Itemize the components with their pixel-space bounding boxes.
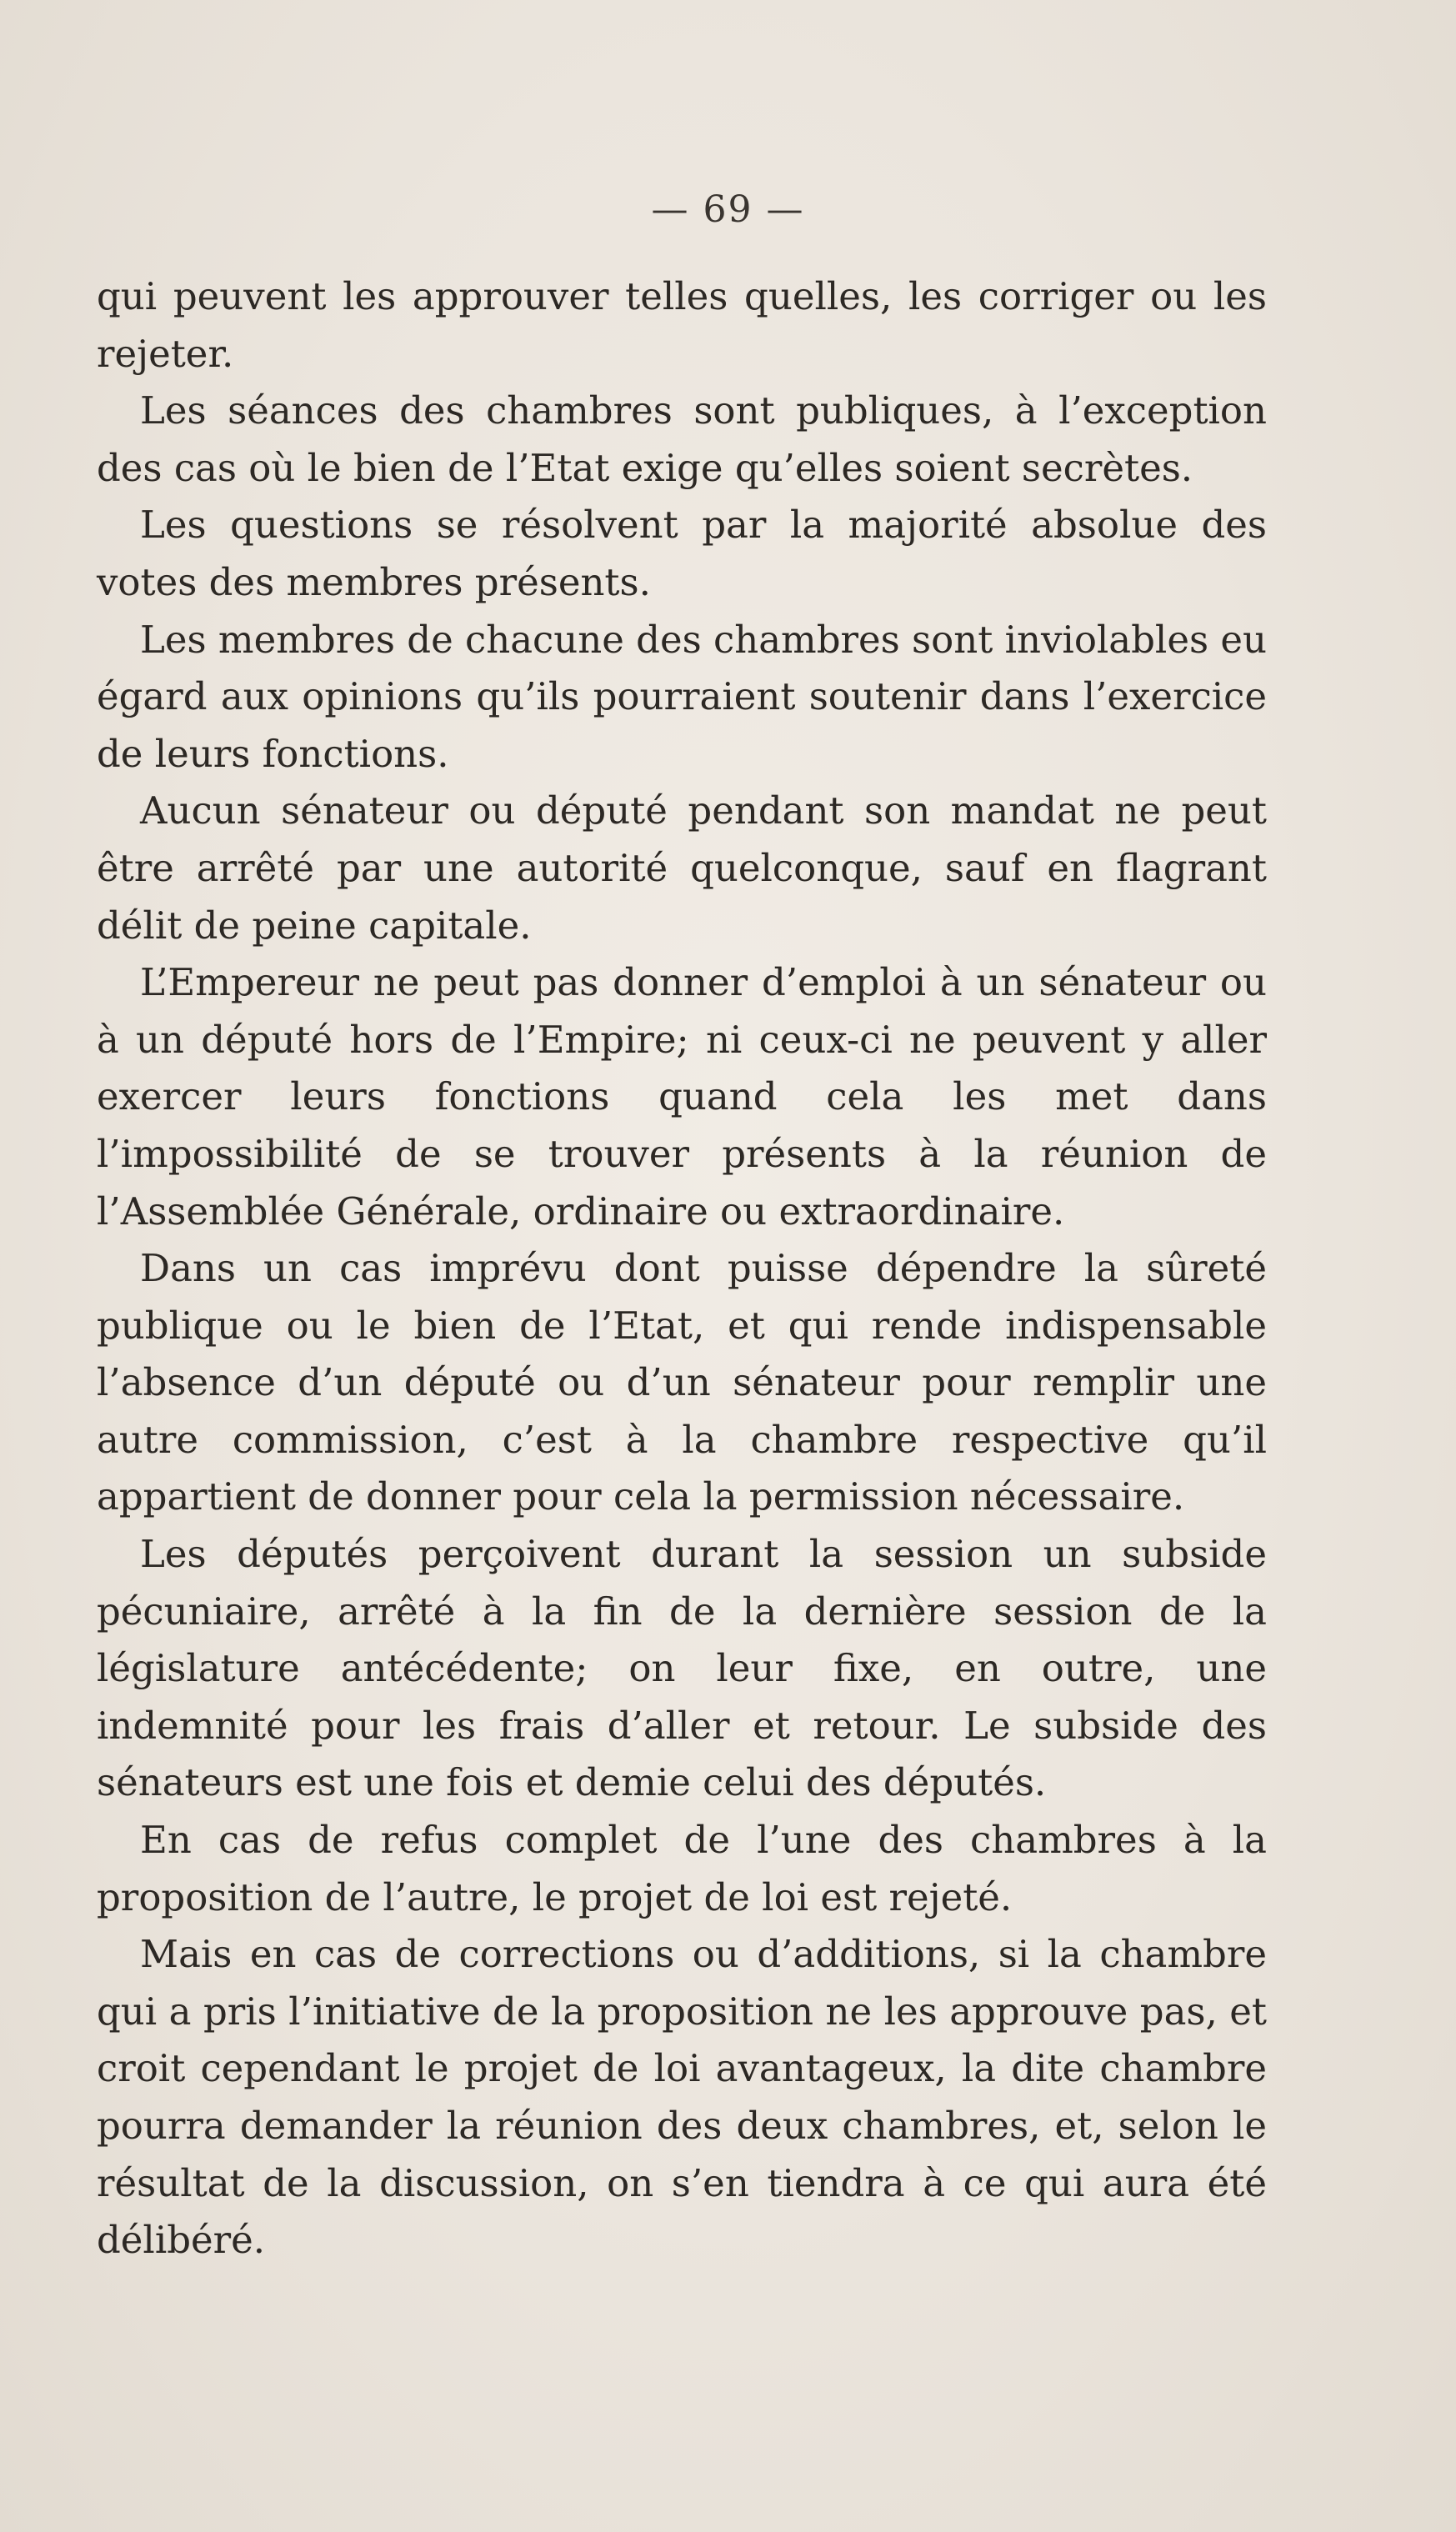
paragraph: Les questions se résolvent par la majorité absolue des votes des membres présents. [97, 503, 1267, 604]
paragraph: Les séances des chambres sont publiques, à l’exception des cas où le bien de l’Etat exige qu’elles soient secrètes. [97, 388, 1267, 490]
paragraph: Les députés perçoivent durant la session un subside pécuniaire, arrêté à la fin de la dernière session de la législature antécédente; on leur fixe, en outre, une indemnité pour les frais d’aller et retour. Le subside des sénateurs est une fois et demie celui des députés. [97, 1532, 1267, 1805]
page-number: — 69 — [651, 188, 805, 231]
paragraph: Mais en cas de corrections ou d’additions, si la chambre qui a pris l’initiative de la proposition ne les approuve pas, et croit cependant le projet de loi avantageux, la dite chambre pourra demander la réunion des deux chambres, et, selon le résultat de la discussion, on s’en tiendra à ce qui aura été délibéré. [97, 1932, 1267, 2263]
body-text [97, 268, 1267, 2269]
paragraph: Les membres de chacune des chambres sont inviolables eu égard aux opinions qu’ils pourraient soutenir dans l’exercice de leurs fonctions. [97, 617, 1267, 776]
paragraph: Dans un cas imprévu dont puisse dépendre la sûreté publique ou le bien de l’Etat, et qui rende indispensable l’absence d’un député ou d’un sénateur pour remplir une autre commission, c’est à la chambre respective qu’il appartient de donner pour cela la permission nécessaire. [97, 1246, 1267, 1519]
paragraph: qui peuvent les approuver telles quelles, les corriger ou les rejeter. [97, 274, 1267, 376]
paragraph: L’Empereur ne peut pas donner d’emploi à un sénateur ou à un député hors de l’Empire; ni ceux-ci ne peuvent y aller exercer leurs fonctions quand cela les met dans l’impossibilité de se trouver présents à la réunion de l’Assemblée Générale, ordinaire ou extraordinaire. [97, 960, 1267, 1233]
paragraph: En cas de refus complet de l’une des chambres à la proposition de l’autre, le projet de loi est rejeté. [97, 1818, 1267, 1919]
paragraph: Aucun sénateur ou député pendant son mandat ne peut être arrêté par une autorité quelconque, sauf en flagrant délit de peine capitale. [97, 788, 1267, 948]
